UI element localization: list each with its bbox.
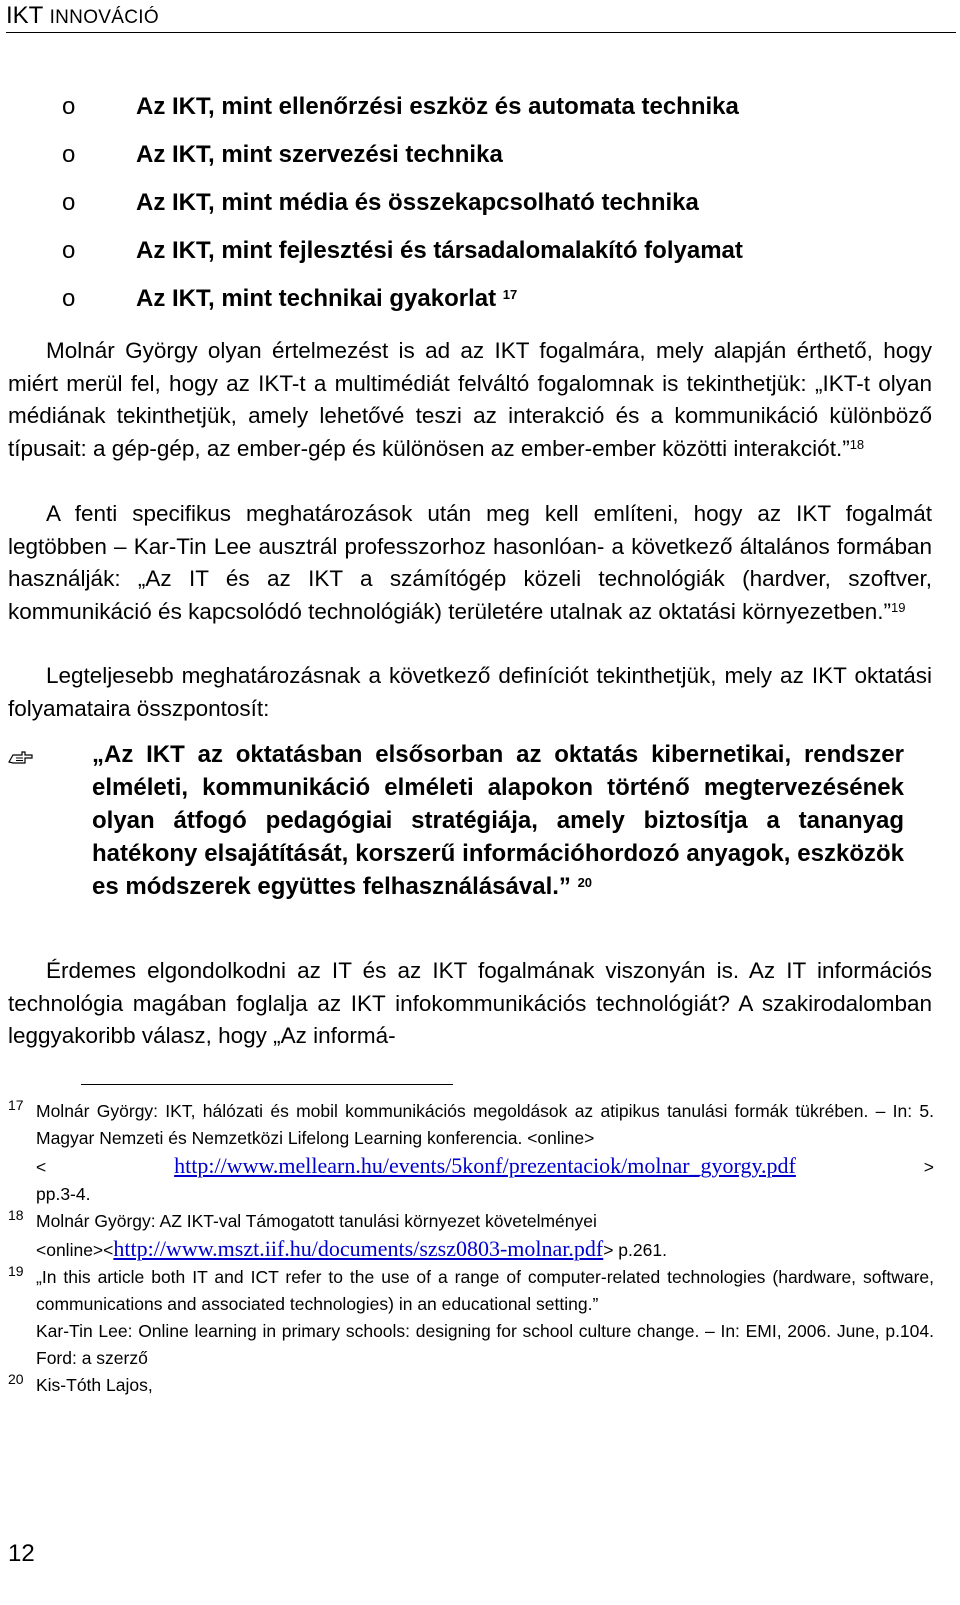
footnote-ref-17[interactable]: 17 bbox=[502, 287, 518, 302]
paragraph-1: Molnár György olyan értelmezést is ad az IKT fogalmára, mely alapján érthető, hogy miért merül fel, hogy az IKT-t a multimédiát felváltó fogalomnak is tekinthetjük: „IKT-t olyan médiának tekinthetjük, amely lehetővé teszi az interakció és a kommunikáció különböző típusait: a gép-gép, az ember-gép és különösen az ember-ember közötti interakciót.”$^{18}$ bbox=[8, 338, 932, 461]
running-header-title: IKT INNOVÁCIÓ bbox=[6, 2, 159, 29]
bullet-icon: o bbox=[62, 189, 76, 216]
bullet-icon: o bbox=[62, 285, 76, 312]
page-number: 12 bbox=[8, 1540, 35, 1567]
quote-text: „Az IKT az oktatásban elsősorban az oktatás kibernetikai, rendszer elméleti, kommunikáció elméleti alapokon történő megtervezésének olyan átfogó pedagógiai stratégiája, amely biztosítja a tananyag hatékony elsajátítását, korszerű információhordozó anyagok, eszközök es módszerek együttes felhasználásával.” $^{20}$ bbox=[92, 741, 904, 900]
footnote-20: 20 Kis-Tóth Lajos, bbox=[8, 1371, 153, 1395]
list-item: o Az IKT, mint fejlesztési és társadalomalakító folyamat bbox=[62, 234, 942, 282]
footnotes bbox=[8, 1098, 934, 1399]
paragraph-2: A fenti specifikus meghatározások után meg kell említeni, hogy az IKT fogalmát legtöbben – Kar-Tin Lee ausztrál professzorhoz hasonlóan- a következő általános formában használják: „Az IT és az IKT a számítógép közeli technológiák (hardver, szoftver, kommunikáció és kapcsolódó technológiák) területére utalnak az oktatási környezetben.”$^{19}$ bbox=[8, 501, 932, 624]
footnote-ref-19[interactable]: 19 bbox=[890, 599, 906, 615]
running-header bbox=[6, 0, 956, 33]
footnote-17: 17 Molnár György: IKT, hálózati és mobil kommunikációs megoldások az atipikus tanulási formák tükrében. – In: 5. Magyar Nemzeti és Nemzetközi Lifelong Learning konferencia. <online> < http://www.mellearn.hu/events/5konf/prezentaciok/molnar_gyorgy.pdf > pp.3-4. bbox=[8, 1097, 934, 1204]
paragraph-4: Érdemes elgondolkodni az IT és az IKT fogalmának viszonyán is. Az IT információs technológia magában foglalja az IKT infokommunikációs technológiát? A szakirodalomban leggyakoribb válasz, hogy „Az informá- bbox=[8, 958, 932, 1048]
list-item: o Az IKT, mint ellenőrzési eszköz és automata technika bbox=[62, 90, 942, 138]
footnote-ref-18[interactable]: 18 bbox=[849, 436, 865, 452]
footnote-19: 19 „In this article both IT and ICT refer to the use of a range of computer-related technologies (hardware, software, communications and associated technologies) in an educational setting.” Kar-Tin Lee: Online learning in primary schools: designing for school culture change. – In: EMI, 2006. June, p.104. Ford: a szerző bbox=[8, 1263, 934, 1368]
footnote-divider bbox=[81, 1084, 453, 1085]
footnote-18: 18 Molnár György: AZ IKT-val Támogatott tanulási környezet követelményei <online><http://www.mszt.iif.hu/documents/szsz0803-molnar.pdf> p.261. bbox=[8, 1207, 667, 1261]
bullet-icon: o bbox=[62, 141, 76, 168]
bullet-icon: o bbox=[62, 237, 76, 264]
footnote-17-link[interactable]: http://www.mellearn.hu/events/5konf/prezentaciok/molnar_gyorgy.pdf bbox=[174, 1153, 796, 1178]
footnote-18-link[interactable]: http://www.mszt.iif.hu/documents/szsz0803-molnar.pdf bbox=[113, 1236, 604, 1261]
bullet-list bbox=[62, 90, 942, 330]
pointing-hand-icon bbox=[8, 750, 34, 766]
list-item: o Az IKT, mint szervezési technika bbox=[62, 138, 942, 186]
paragraph-3: Legteljesebb meghatározásnak a következő definíciót tekinthetjük, mely az IKT oktatási folyamataira összpontosít: bbox=[8, 663, 932, 721]
list-item: o Az IKT, mint média és összekapcsolható technika bbox=[62, 186, 942, 234]
bullet-icon: o bbox=[62, 93, 76, 120]
footnote-ref-20[interactable]: 20 bbox=[577, 875, 593, 890]
list-item: o Az IKT, mint technikai gyakorlat $^{17}$ bbox=[62, 282, 942, 330]
